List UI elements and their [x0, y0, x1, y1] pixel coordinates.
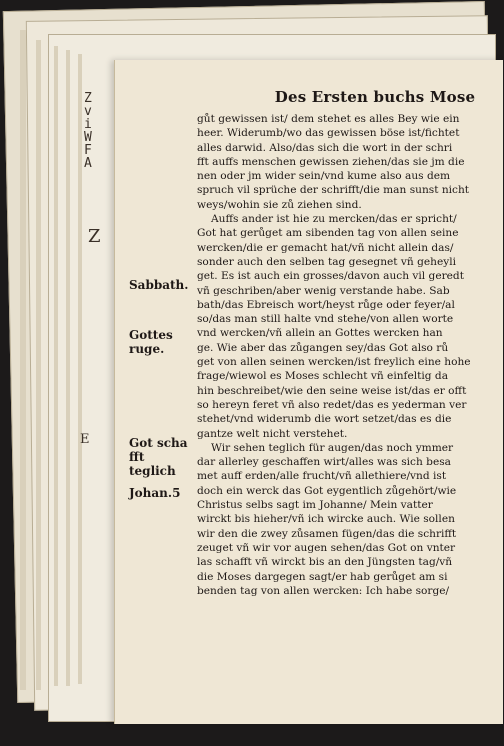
text-line: benden tag von allen wercken: Ich habe sorge/ [197, 584, 450, 597]
text-line: hin beschreibet/wie den seine weise ist/das er offt [197, 384, 467, 397]
running-head: Des Ersten buchs Mose [274, 88, 476, 106]
text-line: ge. Wie aber das zůgangen sey/das Got also rů [197, 341, 449, 354]
text-line: Christus selbs sagt im Johanne/ Mein vatter [197, 499, 433, 512]
previous-page-mark: Z [88, 226, 101, 247]
text-line: wir den die zwey zůsamen fügen/das die schrifft [197, 527, 457, 540]
previous-page-fragment [84, 92, 118, 170]
text-line: so hereyn feret vñ also redet/das es yederman ver [197, 398, 467, 411]
margin-note-line: fft teglich [129, 450, 176, 478]
margin-note-line: Johan.5 [129, 486, 181, 500]
text-line: weys/wohin sie zů ziehen sind. [197, 198, 362, 211]
text-line: sonder auch den selben tag gesegnet vñ geheyli [197, 255, 457, 268]
margin-note-sabbath [129, 278, 189, 292]
margin-note-line: ruge. [129, 342, 165, 356]
text-line: nen oder jm wider sein/vnd kume also aus dem [197, 170, 451, 183]
text-line: las schafft vñ wirckt bis an den Jüngsten tag/vñ [197, 556, 453, 569]
text-line: spruch vil sprüche der schrifft/die man sunst nicht [197, 184, 470, 197]
fragment-letter: v [84, 104, 92, 119]
margin-note-line: Got scha [129, 436, 188, 450]
text-line: dar allerley geschaffen wirt/alles was sich besa [197, 456, 451, 469]
fragment-letter: E [80, 432, 90, 447]
body-text [197, 112, 497, 598]
fragment-letter: W [84, 130, 92, 145]
text-line: Got hat gerůget am sibenden tag von allen seine [197, 227, 459, 240]
previous-page-fragment-bottom [80, 432, 110, 447]
page-edge [20, 30, 26, 690]
margin-note-line: Sabbath. [129, 278, 189, 292]
text-line: so/das man still halte vnd stehe/von allen worte [197, 313, 454, 326]
fragment-letter: A [84, 156, 92, 171]
text-line: Wir sehen teglich für augen/das noch ymmer [211, 441, 454, 454]
text-line: get. Es ist auch ein grosses/davon auch vil geredt [197, 270, 464, 283]
text-line: gantze welt nicht verstehet. [197, 427, 348, 440]
text-line: stehet/vnd widerumb die wort setzet/das es die [197, 413, 452, 426]
text-line: vnd wercken/vñ allein an Gottes wercken han [197, 327, 443, 340]
text-line: Auffs ander ist hie zu mercken/das er spricht/ [211, 213, 457, 226]
page-edge [66, 50, 70, 686]
fragment-letter: i [84, 117, 92, 132]
fragment-letter: Z [84, 91, 92, 106]
text-line: get von allen seinen wercken/ist freylich eine hohe [197, 356, 471, 369]
text-line: frage/wiewol es Moses schlecht vñ einfeltig da [197, 370, 449, 383]
text-line: zeuget vñ wir vor augen sehen/das Got on vnter [197, 541, 456, 554]
text-line: heer. Widerumb/wo das gewissen böse ist/fichtet [197, 127, 460, 140]
fragment-letter: F [84, 143, 92, 158]
text-line: met auff erden/alle frucht/vñ allethiere/vnd ist [197, 470, 447, 483]
text-line: fft auffs menschen gewissen ziehen/das sie jm die [197, 155, 465, 168]
margin-note-got [129, 436, 189, 478]
text-line: gůt gewissen ist/ dem stehet es alles Bey wie ein [197, 113, 460, 125]
text-line: wercken/die er gemacht hat/vñ nicht allein das/ [197, 241, 454, 254]
page-edge [36, 40, 41, 690]
text-line: doch ein werck das Got eygentlich zůgehört/wie [197, 484, 457, 497]
margin-note-line: Gottes [129, 328, 173, 342]
text-line: alles darwid. Also/das sich die wort in der schri [197, 141, 453, 154]
margin-note-gottes [129, 328, 189, 356]
text-line: bath/das Ebreisch wort/heyst růge oder feyer/al [197, 298, 455, 311]
text-line: vñ geschriben/aber wenig verstande habe. Sab [197, 284, 450, 297]
page-edge [78, 54, 82, 684]
margin-note-johan [129, 486, 189, 500]
page-edge [54, 46, 58, 686]
book-page [114, 60, 503, 724]
text-line: wirckt bis hieher/vñ ich wircke auch. Wie sollen [197, 513, 455, 526]
text-line: die Moses dargegen sagt/er hab gerůget am si [197, 570, 448, 583]
